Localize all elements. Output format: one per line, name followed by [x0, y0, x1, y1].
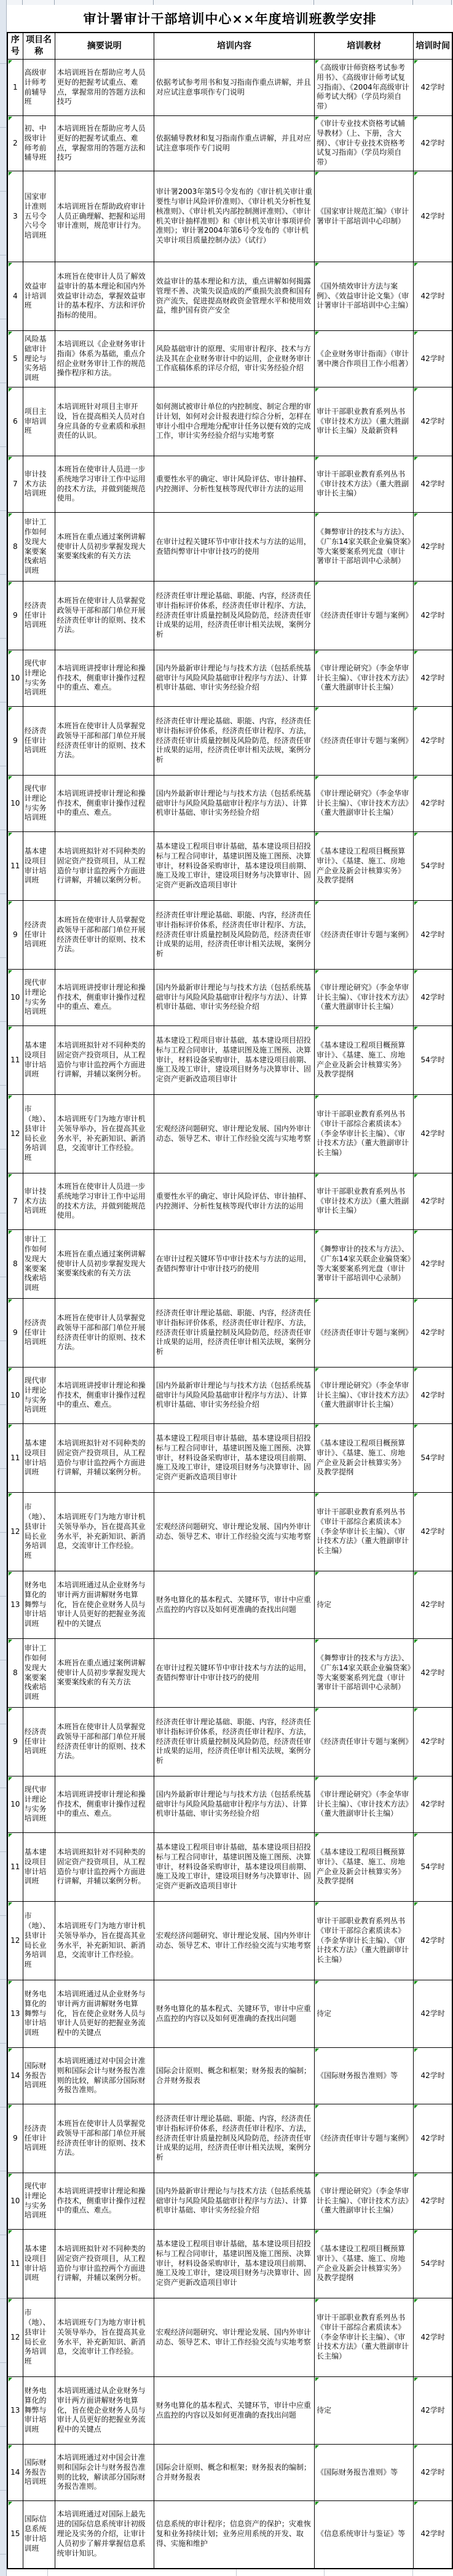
row-seq[interactable]: 8 — [7, 1639, 23, 1708]
row-duration[interactable]: 42学时 — [414, 1493, 452, 1571]
row-materials[interactable]: 《经济责任审计专题与案例》 — [315, 2104, 414, 2173]
row-content[interactable]: 国内外最新审计理论与与技术方法（包括系统基础审计与风险风险基础审计程序与方法）、计算机审计基础、审计实务经验介绍 — [154, 1368, 314, 1424]
row-content[interactable]: 国内外最新审计理论与与技术方法（包括系统基础审计与风险风险基础审计程序与方法）、计算机审计基础、审计实务经验介绍 — [154, 2173, 314, 2230]
row-materials[interactable]: 审计干部职业教育系列丛书《审计技术方法》（董大胜副审计长主编） — [315, 1173, 414, 1230]
column-letter-strip — [7, 0, 453, 5]
row-seq[interactable]: 10 — [7, 1368, 23, 1424]
row-summary[interactable]: 本培训班专门为地方审计机关领导举办，旨在提高其业务水平，补充新知识、新消息，交流审计工作经验。 — [55, 1095, 154, 1173]
row-duration[interactable]: 42学时 — [414, 1368, 452, 1424]
row-seq[interactable]: 10 — [7, 2173, 23, 2230]
table-row — [7, 60, 452, 116]
row-seq[interactable]: 8 — [7, 513, 23, 582]
row-duration[interactable]: 42学时 — [414, 1095, 452, 1173]
row-materials[interactable]: 《国际财务报告准则》等 — [315, 2048, 414, 2104]
row-seq[interactable]: 9 — [7, 707, 23, 776]
row-summary[interactable]: 本培训班讲授审计理论和操作技术，侧重审计操作过程中的重点、难点。 — [55, 970, 154, 1026]
row-duration[interactable]: 42学时 — [414, 2298, 452, 2377]
row-project-name[interactable]: 现代审计理论与实务培训班 — [23, 776, 55, 832]
row-duration[interactable]: 42学时 — [414, 2445, 452, 2501]
row-summary[interactable]: 本培训班旨在帮助应考人员更好的把握考试重点、难点，掌握常用的答题方法和技巧 — [55, 60, 154, 116]
row-materials[interactable]: 《舞弊审计的技术与方法》、《广东14家关联企业骗贷案》等大案要案系列光盘（审计署审计干部培训中心录制） — [315, 1230, 414, 1299]
row-materials[interactable]: 待定 — [315, 1571, 414, 1639]
row-summary[interactable]: 本培训班通过对中国会计准则和国际会计与财务报告准则的比较，解读部分国际财务报告准则。 — [55, 2445, 154, 2501]
row-materials[interactable]: 《经济责任审计专题与案例》 — [315, 901, 414, 970]
row-seq[interactable]: 9 — [7, 582, 23, 650]
row-duration[interactable]: 42学时 — [414, 60, 452, 116]
row-materials[interactable]: 待定 — [315, 2377, 414, 2445]
table-row — [7, 171, 452, 262]
training-schedule-table — [7, 32, 453, 2569]
row-duration[interactable]: 42学时 — [414, 1639, 452, 1708]
row-project-name[interactable]: 现代审计理论与实务培训班 — [23, 1776, 55, 1833]
row-project-name[interactable]: 市（地）、县审计局长业务培训班 — [23, 1902, 55, 1980]
row-project-name[interactable]: 审计工作如何发现大案要案线索培训班 — [23, 1230, 55, 1299]
table-row — [7, 2173, 452, 2230]
row-summary[interactable]: 本班旨在使审计人员掌握党政领导干部和部门单位开展经济责任审计的原则、技术方法。 — [55, 707, 154, 776]
table-row — [7, 776, 452, 832]
table-row — [7, 832, 452, 901]
row-content[interactable]: 在审计过程关键环节中审计技术与方法的运用，查错纠弊审计中审计技巧的使用 — [154, 513, 314, 582]
row-seq[interactable]: 3 — [7, 171, 23, 262]
row-duration[interactable]: 42学时 — [414, 387, 452, 456]
row-materials[interactable]: 审计干部职业教育系列丛书《审计干部综合素质读本》（李金华审计长主编）、《审计技术方法》（董大胜副审计长主编） — [315, 2298, 414, 2377]
table-row — [7, 331, 452, 387]
row-content[interactable]: 重要性水平的确定、审计风险评估、审计抽样、内控测评、分析性复核等现代审计方法的运用 — [154, 1173, 314, 1230]
row-project-name[interactable]: 经济责任审计培训班 — [23, 1708, 55, 1776]
row-duration[interactable]: 42学时 — [414, 2173, 452, 2230]
row-project-name[interactable]: 风险基础审计理论与实务培训班 — [23, 331, 55, 387]
row-project-name[interactable]: 市（地）、县审计局长业务培训班 — [23, 2298, 55, 2377]
row-duration[interactable]: 42学时 — [414, 2048, 452, 2104]
row-content[interactable]: 重要性水平的确定、审计风险评估、审计抽样、内控测评、分析性复核等现代审计方法的运用 — [154, 456, 314, 513]
table-row — [7, 650, 452, 707]
row-seq[interactable]: 10 — [7, 1776, 23, 1833]
table-row — [7, 2377, 452, 2445]
table-row — [7, 1708, 452, 1776]
row-summary[interactable]: 本班旨在使审计人员掌握党政领导干部和部门单位开展经济责任审计的原则、技术方法。 — [55, 582, 154, 650]
row-project-name[interactable]: 现代审计理论与实务培训班 — [23, 970, 55, 1026]
row-summary[interactable]: 本培训班以《企业财务审计指南》体系为基础，重点介绍企业财务审计工作的规范操作程序和方法。 — [55, 331, 154, 387]
table-row — [7, 1776, 452, 1833]
row-content[interactable]: 经济责任审计理论基础、职能、内容，经济责任审计指标评价体系，经济责任审计程序、方法，经济责任审计质量控制及风险防范，经济责任审计成果的运用，经济责任审计相关法规，案例分析 — [154, 901, 314, 970]
row-summary[interactable]: 本班旨在使审计人员进一步系统地学习审计工作中运用的技术方法，并做到能规范使用。 — [55, 1173, 154, 1230]
table-row — [7, 116, 452, 171]
row-duration[interactable]: 42学时 — [414, 776, 452, 832]
row-seq[interactable]: 8 — [7, 1230, 23, 1299]
table-row — [7, 1902, 452, 1980]
row-summary[interactable]: 本班旨在重点通过案例讲解使审计人员初步掌握发现大案要案线索的有关方法 — [55, 1230, 154, 1299]
table-row — [7, 1639, 452, 1708]
row-project-name[interactable]: 基本建设项目审计培训班 — [23, 832, 55, 901]
table-body — [7, 60, 452, 2569]
row-summary[interactable]: 本培训班拟针对不同种类的固定资产投资项目，从工程造价与审计监控两个方面进行讲解，并辅以案例分析。 — [55, 1833, 154, 1902]
row-content[interactable]: 风险基础审计的原理、实用审计程序、技术与方法及其在企业财务审计中的运用，企业财务审计工作底稿体系的详尽介绍，审计实务经验介绍 — [154, 331, 314, 387]
row-duration[interactable]: 54学时 — [414, 1833, 452, 1902]
row-summary[interactable]: 本培训班讲授审计理论和操作技术，侧重审计操作过程中的重点、难点。 — [55, 2173, 154, 2230]
sheet-content — [7, 0, 453, 2576]
row-content[interactable]: 如何测试被审计单位的内控制度、制定合理的审计计划，如何对会计报表进行综合分析，怎样在审计小组中合理地分配审计任务以便有效的完成工作，审计实务经验介绍与实地考察 — [154, 387, 314, 456]
table-row — [7, 707, 452, 776]
row-seq[interactable]: 6 — [7, 387, 23, 456]
row-summary[interactable]: 本班旨在重点通过案例讲解使审计人员初步掌握发现大案要案线索的有关方法 — [55, 1639, 154, 1708]
table-row — [7, 262, 452, 331]
row-project-name[interactable]: 国际财务报告培训班 — [23, 2445, 55, 2501]
row-content[interactable]: 信息系统的审计程序；信息资产的保护；灾难恢复和业务持续计划；业务应用系统的开发、取得、实施和维护 — [154, 2501, 314, 2569]
row-seq[interactable]: 10 — [7, 650, 23, 707]
row-content[interactable]: 基本建设工程项目审计基础，基本建设项目招投标与工程合同审计，基建识图及施工图预、决算审计，材料设备采购审计，基本建设项目前期、施工及竣工审计，建设项目财务与决算审计、固定资产更新改造项目审计 — [154, 1026, 314, 1095]
row-duration[interactable]: 42学时 — [414, 116, 452, 171]
row-seq[interactable]: 5 — [7, 331, 23, 387]
col-header-summary: 摘要说明 — [55, 33, 154, 60]
table-row — [7, 2048, 452, 2104]
row-seq[interactable]: 9 — [7, 2104, 23, 2173]
row-duration[interactable]: 42学时 — [414, 1299, 452, 1368]
row-summary[interactable]: 本培训班针对项目主审开设，旨在提高相关人员对自身应具备的专业素质和承担责任的认识。 — [55, 387, 154, 456]
table-row — [7, 2501, 452, 2569]
row-seq[interactable]: 15 — [7, 2501, 23, 2569]
row-summary[interactable]: 本班旨在重点通过案例讲解使审计人员初步掌握发现大案要案线索的有关方法 — [55, 513, 154, 582]
row-summary[interactable]: 本班旨在使审计人员掌握党政领导干部和部门单位开展经济责任审计的原则、技术方法。 — [55, 1299, 154, 1368]
row-content[interactable]: 经济责任审计理论基础、职能、内容，经济责任审计指标评价体系，经济责任审计程序、方法，经济责任审计质量控制及风险防范，经济责任审计成果的运用，经济责任审计相关法规，案例分析 — [154, 2104, 314, 2173]
row-project-name[interactable]: 国际信息系统审计培训班 — [23, 2501, 55, 2569]
row-duration[interactable]: 42学时 — [414, 513, 452, 582]
row-materials[interactable]: 《审计理论研究》（李金华审计长主编）、《审计技术方法》（董大胜副审计长主编） — [315, 970, 414, 1026]
header-row — [7, 33, 452, 60]
row-summary[interactable]: 本培训班旨在帮助政府审计人员正确理解、把握和运用审计准则，规范审计行为。 — [55, 171, 154, 262]
row-materials[interactable]: 《经济责任审计专题与案例》 — [315, 1299, 414, 1368]
row-content[interactable]: 国内外最新审计理论与与技术方法（包括系统基础审计与风险风险基础审计程序与方法）、计算机审计基础、审计实务经验介绍 — [154, 970, 314, 1026]
row-materials[interactable]: 《信息系统审计与鉴证》等 — [315, 2501, 414, 2569]
row-seq[interactable]: 9 — [7, 1299, 23, 1368]
page-title: 审计署审计干部培训中心××年度培训班教学安排 — [83, 12, 377, 26]
row-summary[interactable]: 本培训班拟针对不同种类的固定资产投资项目，从工程造价与审计监控两个方面进行讲解，并辅以案例分析。 — [55, 832, 154, 901]
row-summary[interactable]: 本班旨在使审计人员进一步系统地学习审计工作中运用的技术方法，并做到能规范使用。 — [55, 456, 154, 513]
row-seq[interactable]: 7 — [7, 456, 23, 513]
row-summary[interactable]: 本培训班通过从企业财务与审计两方面讲解财务电算化，旨在使企业财务人员与审计人员更好的把握业务流程中的关键点 — [55, 1980, 154, 2048]
row-seq[interactable]: 14 — [7, 2048, 23, 2104]
row-seq[interactable]: 1 — [7, 60, 23, 116]
row-summary[interactable]: 本班旨在使审计人员掌握党政领导干部和部门单位开展经济责任审计的原则、技术方法。 — [55, 1708, 154, 1776]
row-materials[interactable]: 《经济责任审计专题与案例》 — [315, 582, 414, 650]
row-content[interactable]: 基本建设工程项目审计基础，基本建设项目招投标与工程合同审计，基建识图及施工图预、决算审计，材料设备采购审计，基本建设项目前期、施工及竣工审计，建设项目财务与决算审计、固定资产更新改造项目审计 — [154, 832, 314, 901]
row-summary[interactable]: 本培训班拟针对不同种类的固定资产投资项目，从工程造价与审计监控两个方面进行讲解，并辅以案例分析。 — [55, 1026, 154, 1095]
table-row — [7, 1493, 452, 1571]
row-materials[interactable]: 审计干部职业教育系列丛书《审计技术方法》（董大胜副审计长主编）及最新资料 — [315, 387, 414, 456]
row-materials[interactable]: 《审计理论研究》（李金华审计长主编）、《审计技术方法》（董大胜副审计长主编） — [315, 650, 414, 707]
row-content[interactable]: 基本建设工程项目审计基础，基本建设项目招投标与工程合同审计，基建识图及施工图预、决算审计，材料设备采购审计，基本建设项目前期、施工及竣工审计，建设项目财务与决算审计、固定资产更新改造项目审计 — [154, 1424, 314, 1493]
row-summary[interactable]: 本培训班专门为地方审计机关领导举办，旨在提高其业务水平，补充新知识、新消息，交流审计工作经验。 — [55, 1902, 154, 1980]
row-content[interactable]: 在审计过程关键环节中审计技术与方法的运用，查错纠弊审计中审计技巧的使用 — [154, 1230, 314, 1299]
row-materials[interactable]: 审计干部职业教育系列丛书《审计技术方法》（董大胜副审计长主编） — [315, 456, 414, 513]
row-duration[interactable]: 42学时 — [414, 1571, 452, 1639]
table-row — [7, 1833, 452, 1902]
row-seq[interactable]: 12 — [7, 1095, 23, 1173]
table-row — [7, 1230, 452, 1299]
table-row — [7, 1424, 452, 1493]
row-materials[interactable]: 《国外绩效审计方法与案例》、《效益审计论文集》（审计署审计干部培训中心主编） — [315, 262, 414, 331]
table-row — [7, 2298, 452, 2377]
col-header-duration: 培训时间 — [414, 33, 452, 60]
row-duration[interactable]: 42学时 — [414, 1902, 452, 1980]
row-content[interactable]: 经济责任审计理论基础、职能、内容，经济责任审计指标评价体系，经济责任审计程序、方法，经济责任审计质量控制及风险防范，经济责任审计成果的运用，经济责任审计相关法规，案例分析 — [154, 1299, 314, 1368]
row-seq[interactable]: 9 — [7, 1708, 23, 1776]
row-seq[interactable]: 14 — [7, 2445, 23, 2501]
row-content[interactable]: 经济责任审计理论基础、职能、内容，经济责任审计指标评价体系，经济责任审计程序、方法，经济责任审计质量控制及风险防范，经济责任审计成果的运用，经济责任审计相关法规，案例分析 — [154, 582, 314, 650]
row-content[interactable]: 国内外最新审计理论与与技术方法（包括系统基础审计与风险风险基础审计程序与方法）、计算机审计基础、审计实务经验介绍 — [154, 776, 314, 832]
row-project-name[interactable]: 初、中级审计师考前辅导班 — [23, 116, 55, 171]
row-summary[interactable]: 本班旨在使审计人员掌握党政领导干部和部门单位开展经济责任审计的原则、技术方法。 — [55, 901, 154, 970]
row-duration[interactable]: 42学时 — [414, 1980, 452, 2048]
row-project-name[interactable]: 财务电算化的舞弊与审计培训班 — [23, 1571, 55, 1639]
row-project-name[interactable]: 经济责任审计培训班 — [23, 901, 55, 970]
row-duration[interactable]: 42学时 — [414, 707, 452, 776]
row-seq[interactable]: 11 — [7, 1424, 23, 1493]
row-project-name[interactable]: 经济责任审计培训班 — [23, 1299, 55, 1368]
table-row — [7, 2445, 452, 2501]
row-project-name[interactable]: 基本建设项目审计培训班 — [23, 2230, 55, 2298]
row-summary[interactable]: 本培训班旨在帮助应考人员更好的把握考试重点、难点，掌握常用的答题方法和技巧 — [55, 116, 154, 171]
row-materials[interactable]: 《审计理论研究》（李金华审计长主编）、《审计技术方法》（董大胜副审计长主编） — [315, 2173, 414, 2230]
row-summary[interactable]: 本培训班拟针对不同种类的固定资产投资项目，从工程造价与审计监控两个方面进行讲解，并辅以案例分析。 — [55, 1424, 154, 1493]
row-materials[interactable]: 审计干部职业教育系列丛书《审计干部综合素质读本》（李金华审计长主编）、《审计技术方法》（董大胜副审计长主编） — [315, 1902, 414, 1980]
row-project-name[interactable]: 基本建设项目审计培训班 — [23, 1424, 55, 1493]
row-duration[interactable]: 54学时 — [414, 832, 452, 901]
row-content[interactable]: 经济责任审计理论基础、职能、内容，经济责任审计指标评价体系，经济责任审计程序、方法，经济责任审计质量控制及风险防范，经济责任审计成果的运用，经济责任审计相关法规，案例分析 — [154, 707, 314, 776]
row-seq[interactable]: 13 — [7, 1571, 23, 1639]
table-row — [7, 1026, 452, 1095]
row-duration[interactable]: 42学时 — [414, 1173, 452, 1230]
row-seq[interactable]: 11 — [7, 832, 23, 901]
col-header-material: 培训教材 — [315, 33, 414, 60]
row-content[interactable]: 在审计过程关键环节中审计技术与方法的运用，查错纠弊审计中审计技巧的使用 — [154, 1639, 314, 1708]
row-summary[interactable]: 本培训班通过从企业财务与审计两方面讲解财务电算化，旨在使企业财务人员与审计人员更好的把握业务流程中的关键点 — [55, 2377, 154, 2445]
row-seq[interactable]: 12 — [7, 1902, 23, 1980]
row-materials[interactable]: 《经济责任审计专题与案例》 — [315, 707, 414, 776]
row-duration[interactable]: 54学时 — [414, 1026, 452, 1095]
row-content[interactable]: 基本建设工程项目审计基础，基本建设项目招投标与工程合同审计，基建识图及施工图预、决算审计，材料设备采购审计，基本建设项目前期、施工及竣工审计，建设项目财务与决算审计、固定资产更新改造项目审计 — [154, 2230, 314, 2298]
table-row — [7, 456, 452, 513]
row-duration[interactable]: 42学时 — [414, 171, 452, 262]
row-seq[interactable]: 11 — [7, 1833, 23, 1902]
row-project-name[interactable]: 项目主审培训班 — [23, 387, 55, 456]
row-seq[interactable]: 10 — [7, 776, 23, 832]
row-project-name[interactable]: 经济责任审计培训班 — [23, 582, 55, 650]
row-project-name[interactable]: 现代审计理论与实务培训班 — [23, 1368, 55, 1424]
row-content[interactable]: 审计署2003年第5号令发布的《审计机关审计重要性与审计风险评价准则》、《审计机关分析性复核准则》、《审计机关内部控制测评准则》、《审计机关审计抽样准则》和《审计机关审计事项评价准则》；审计署2004年第6号令发布的《审计机关审计项目质量控制办法》（试行） — [154, 171, 314, 262]
row-materials[interactable]: 《基本建设工程项目概预算审计》、《基建、施工、房地产企业及新会计核算实务》及教学提纲 — [315, 2230, 414, 2298]
row-summary[interactable]: 本班旨在使审计人员了解效益审计的基本理论和国内外效益审计动态，掌握效益审计的基本程序、方法和评价指标的使用。 — [55, 262, 154, 331]
row-duration[interactable]: 42学时 — [414, 456, 452, 513]
row-project-name[interactable]: 国家审计准则五号令六号令培训班 — [23, 171, 55, 262]
row-materials[interactable]: 《基本建设工程项目概预算审计》、《基建、施工、房地产企业及新会计核算实务》及教学提纲 — [315, 1424, 414, 1493]
row-project-name[interactable]: 现代审计理论与实务培训班 — [23, 650, 55, 707]
row-duration[interactable]: 42学时 — [414, 2377, 452, 2445]
row-materials[interactable]: 《国际财务报告准则》等 — [315, 2445, 414, 2501]
row-summary[interactable]: 本培训班通过从企业财务与审计两方面讲解财务电算化，旨在使企业财务人员与审计人员更好的把握业务流程中的关键点 — [55, 1571, 154, 1639]
row-project-name[interactable]: 高级审计师考前辅导班 — [23, 60, 55, 116]
row-summary[interactable]: 本培训班讲授审计理论和操作技术，侧重审计操作过程中的重点、难点。 — [55, 776, 154, 832]
row-content[interactable]: 国内外最新审计理论与与技术方法（包括系统基础审计与风险风险基础审计程序与方法）、计算机审计基础、审计实务经验介绍 — [154, 1776, 314, 1833]
row-seq[interactable]: 2 — [7, 116, 23, 171]
row-duration[interactable]: 42学时 — [414, 1230, 452, 1299]
row-duration[interactable]: 42学时 — [414, 1776, 452, 1833]
row-project-name[interactable]: 经济责任审计培训班 — [23, 707, 55, 776]
col-header-content: 培训内容 — [154, 33, 314, 60]
row-content[interactable]: 效益审计的基本理论和方法，重点讲解如何揭露管理不善、决策失误造成的严重损失浪费和国有资产流失，促进提高财政资金管理水平和使用效益，维护国有资产安全 — [154, 262, 314, 331]
row-materials[interactable]: 《舞弊审计的技术与方法》、《广东14家关联企业骗贷案》等大案要案系列光盘（审计署审计干部培训中心录制） — [315, 1639, 414, 1708]
row-materials[interactable]: 《基本建设工程项目概预算审计》、《基建、施工、房地产企业及新会计核算实务》及教学提纲 — [315, 1833, 414, 1902]
row-seq[interactable]: 11 — [7, 1026, 23, 1095]
row-project-name[interactable]: 现代审计理论与实务培训班 — [23, 2173, 55, 2230]
row-materials[interactable]: 审计干部职业教育系列丛书《审计干部综合素质读本》（李金华审计长主编）、《审计技术方法》（董大胜副审计长主编） — [315, 1493, 414, 1571]
row-summary[interactable]: 本培训班专门为地方审计机关领导举办，旨在提高其业务水平，补充新知识、新消息，交流审计工作经验。 — [55, 1493, 154, 1571]
row-project-name[interactable]: 财务电算化的舞弊与审计培训班 — [23, 1980, 55, 2048]
table-row — [7, 1571, 452, 1639]
row-materials[interactable]: 《审计理论研究》（李金华审计长主编）、《审计技术方法》（董大胜副审计长主编） — [315, 1776, 414, 1833]
row-duration[interactable]: 42学时 — [414, 970, 452, 1026]
col-header-seq: 序号 — [7, 33, 23, 60]
row-content[interactable]: 财务电算化的基本程式、关键环节，审计中应重点监控的内容以及如何更准确的查找出问题 — [154, 1980, 314, 2048]
row-project-name[interactable]: 审计技术方法培训班 — [23, 1173, 55, 1230]
row-summary[interactable]: 本培训班讲授审计理论和操作技术，侧重审计操作过程中的重点、难点。 — [55, 650, 154, 707]
row-materials[interactable]: 《审计理论研究》（李金华审计长主编）、《审计技术方法》（董大胜副审计长主编） — [315, 776, 414, 832]
row-summary[interactable]: 本培训班专门为地方审计机关领导举办，旨在提高其业务水平，补充新知识、新消息，交流审计工作经验。 — [55, 2298, 154, 2377]
row-content[interactable]: 财务电算化的基本程式、关键环节，审计中应重点监控的内容以及如何更准确的查找出问题 — [154, 1571, 314, 1639]
table-row — [7, 970, 452, 1026]
row-materials[interactable]: 《审计理论研究》（李金华审计长主编）、《审计技术方法》（董大胜副审计长主编） — [315, 1368, 414, 1424]
row-seq[interactable]: 12 — [7, 1493, 23, 1571]
row-project-name[interactable]: 审计工作如何发现大案要案线索培训班 — [23, 513, 55, 582]
row-seq[interactable]: 10 — [7, 970, 23, 1026]
row-summary[interactable]: 本培训班通过对国际上最先进的国际信息系统审计初级理论及实务的介绍，让审计人员初步了解并掌握信息系统审计知识。 — [55, 2501, 154, 2569]
table-row — [7, 387, 452, 456]
row-materials[interactable]: 《舞弊审计的技术与方法》、《广东14家关联企业骗贷案》等大案要案系列光盘（审计署审计干部培训中心录制） — [315, 513, 414, 582]
row-content[interactable]: 国内外最新审计理论与与技术方法（包括系统基础审计与风险风险基础审计程序与方法）、计算机审计基础、审计实务经验介绍 — [154, 650, 314, 707]
row-seq[interactable]: 13 — [7, 2377, 23, 2445]
row-duration[interactable]: 54学时 — [414, 2230, 452, 2298]
row-project-name[interactable]: 经济责任审计培训班 — [23, 2104, 55, 2173]
row-project-name[interactable]: 效益审计培训班 — [23, 262, 55, 331]
row-content[interactable]: 宏观经济问题研究、审计理论发展、国内外审计动态、领导艺术、审计工作经验交流与实地考察 — [154, 1493, 314, 1571]
row-seq[interactable]: 9 — [7, 901, 23, 970]
table-row — [7, 1980, 452, 2048]
row-seq[interactable]: 13 — [7, 1980, 23, 2048]
row-duration[interactable]: 42学时 — [414, 2104, 452, 2173]
table-row — [7, 582, 452, 650]
row-duration[interactable]: 54学时 — [414, 1424, 452, 1493]
row-materials[interactable]: 审计干部职业教育系列丛书《审计干部综合素质读本》（李金华审计长主编）、《审计技术方法》（董大胜副审计长主编） — [315, 1095, 414, 1173]
row-content[interactable]: 宏观经济问题研究、审计理论发展、国内外审计动态、领导艺术、审计工作经验交流与实地考察 — [154, 1902, 314, 1980]
row-seq[interactable]: 11 — [7, 2230, 23, 2298]
row-summary[interactable]: 本培训班通过对中国会计准则和国际会计与财务报告准则的比较，解读部分国际财务报告准则。 — [55, 2048, 154, 2104]
row-materials[interactable]: 《经济责任审计专题与案例》 — [315, 1708, 414, 1776]
row-duration[interactable]: 42学时 — [414, 582, 452, 650]
table-row — [7, 1173, 452, 1230]
table-row — [7, 1299, 452, 1368]
row-seq[interactable]: 4 — [7, 262, 23, 331]
table-row — [7, 1095, 452, 1173]
row-project-name[interactable]: 财务电算化的舞弊与审计培训班 — [23, 2377, 55, 2445]
row-materials[interactable]: 《审计专业技术资格考试辅导教材》（上、下册，含大纲）、《审计专业技术资格考试复习指南》（学员均须自带） — [315, 116, 414, 171]
row-seq[interactable]: 12 — [7, 2298, 23, 2377]
row-materials[interactable]: 《企业财务审计指南》（审计署中澳合作项目工作小组著） — [315, 331, 414, 387]
row-materials[interactable]: 《高级审计师资格考试参考用书》、《高级审计师考试复习指南》、《2004年高级审计师考试大纲》（学员均须自带） — [315, 60, 414, 116]
table-row — [7, 513, 452, 582]
row-content[interactable]: 国际会计原则、概念和框架；财务报表的编制；合并财务报表 — [154, 2445, 314, 2501]
table-row — [7, 2104, 452, 2173]
row-content[interactable]: 依据辅导教材和复习指南作重点讲解，并且对应试注意事项作专门说明 — [154, 116, 314, 171]
row-summary[interactable]: 本培训班讲授审计理论和操作技术，侧重审计操作过程中的重点、难点。 — [55, 1368, 154, 1424]
row-materials[interactable]: 待定 — [315, 1980, 414, 2048]
row-content[interactable]: 财务电算化的基本程式、关键环节，审计中应重点监控的内容以及如何更准确的查找出问题 — [154, 2377, 314, 2445]
row-summary[interactable]: 本培训班拟针对不同种类的固定资产投资项目，从工程造价与审计监控两个方面进行讲解，并辅以案例分析。 — [55, 2230, 154, 2298]
empty-cells-strip — [7, 2569, 453, 2576]
row-content[interactable]: 依据考试参考用书和复习指南作重点讲解，并且对应试注意事项作专门说明 — [154, 60, 314, 116]
table-row — [7, 901, 452, 970]
row-summary[interactable]: 本班旨在使审计人员掌握党政领导干部和部门单位开展经济责任审计的原则、技术方法。 — [55, 2104, 154, 2173]
row-content[interactable]: 宏观经济问题研究、审计理论发展、国内外审计动态、领导艺术、审计工作经验交流与实地考察 — [154, 1095, 314, 1173]
row-project-name[interactable]: 审计技术方法培训班 — [23, 456, 55, 513]
row-seq[interactable]: 7 — [7, 1173, 23, 1230]
col-header-name: 项目名称 — [23, 33, 55, 60]
row-project-name[interactable]: 国际财务报告培训班 — [23, 2048, 55, 2104]
row-content[interactable]: 国际会计原则、概念和框架；财务报表的编制；合并财务报表 — [154, 2048, 314, 2104]
row-project-name[interactable]: 市（地）、县审计局长业务培训班 — [23, 1493, 55, 1571]
row-materials[interactable]: 《国家审计规范汇编》（审计署审计干部培训中心印制） — [315, 171, 414, 262]
row-project-name[interactable]: 基本建设项目审计培训班 — [23, 1833, 55, 1902]
row-content[interactable]: 基本建设工程项目审计基础，基本建设项目招投标与工程合同审计，基建识图及施工图预、决算审计，材料设备采购审计，基本建设项目前期、施工及竣工审计，建设项目财务与决算审计、固定资产更新改造项目审计 — [154, 1833, 314, 1902]
row-content[interactable]: 经济责任审计理论基础、职能、内容，经济责任审计指标评价体系，经济责任审计程序、方法，经济责任审计质量控制及风险防范，经济责任审计成果的运用，经济责任审计相关法规，案例分析 — [154, 1708, 314, 1776]
row-duration[interactable]: 42学时 — [414, 2501, 452, 2569]
row-header-gutter — [0, 0, 7, 2576]
table-row — [7, 2230, 452, 2298]
row-project-name[interactable]: 基本建设项目审计培训班 — [23, 1026, 55, 1095]
row-summary[interactable]: 本培训班讲授审计理论和操作技术，侧重审计操作过程中的重点、难点。 — [55, 1776, 154, 1833]
row-duration[interactable]: 42学时 — [414, 901, 452, 970]
table-row — [7, 1368, 452, 1424]
row-materials[interactable]: 《基本建设工程项目概预算审计》、《基建、施工、房地产企业及新会计核算实务》及教学提纲 — [315, 832, 414, 901]
row-duration[interactable]: 42学时 — [414, 650, 452, 707]
row-content[interactable]: 宏观经济问题研究、审计理论发展、国内外审计动态、领导艺术、审计工作经验交流与实地考察 — [154, 2298, 314, 2377]
row-project-name[interactable]: 审计工作如何发现大案要案线索培训班 — [23, 1639, 55, 1708]
row-duration[interactable]: 42学时 — [414, 331, 452, 387]
row-materials[interactable]: 《基本建设工程项目概预算审计》、《基建、施工、房地产企业及新会计核算实务》及教学提纲 — [315, 1026, 414, 1095]
row-duration[interactable]: 42学时 — [414, 1708, 452, 1776]
row-project-name[interactable]: 市（地）、县审计局长业务培训班 — [23, 1095, 55, 1173]
row-duration[interactable]: 42学时 — [414, 262, 452, 331]
